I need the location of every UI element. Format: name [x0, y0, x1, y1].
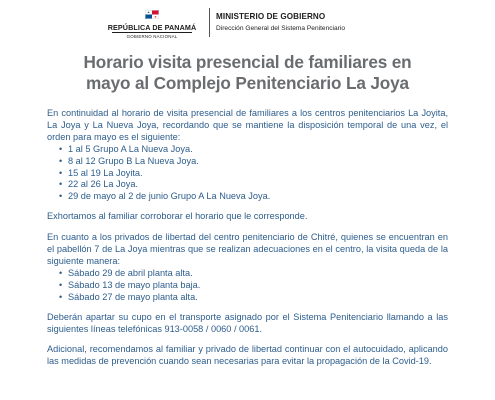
government-title: REPÚBLICA DE PANAMÁ — [107, 23, 197, 32]
contact-paragraph: Deberán apartar su cupo en el transporte asignado por el Sistema Penitenciario llamando a las siguientes líneas telefónicas 913-0058 / 0060 / 0061. — [47, 311, 448, 334]
department-name: Dirección General del Sistema Penitenciario — [216, 25, 346, 32]
government-subtitle: GOBIERNO NACIONAL — [126, 34, 178, 39]
schedule-item — [47, 168, 448, 180]
page-title — [26, 52, 469, 94]
header-divider — [209, 8, 210, 37]
schedule-item-text: 8 al 12 Grupo B La Nueva Joya. — [68, 155, 199, 166]
title-line-1: Horario visita presencial de familiares en — [83, 52, 412, 72]
schedule-item — [47, 144, 448, 156]
chitre-schedule-list — [47, 268, 448, 304]
panama-flag-icon — [145, 10, 159, 19]
bullet-icon: • — [59, 179, 63, 190]
bullet-icon: • — [59, 267, 63, 278]
exhortation-paragraph: Exhortamos al familiar corroborar el horario que le corresponde. — [47, 211, 308, 222]
bullet-icon: • — [59, 167, 63, 178]
chitre-intro-paragraph: En cuanto a los privados de libertad del centro penitenciario de Chitré, quienes se encuentran en el pabellón 7 de La Joya mientras que se realizan adecuaciones en el centro, la visita queda de la siguiente manera: — [47, 232, 448, 266]
announcement-body — [47, 108, 448, 368]
government-brand — [102, 10, 202, 40]
chitre-schedule-item — [47, 280, 448, 292]
ministry-name: MINISTERIO DE GOBIERNO — [216, 12, 326, 21]
schedule-item — [47, 156, 448, 168]
chitre-schedule-item-text: Sábado 13 de mayo planta baja. — [68, 279, 201, 290]
closing-paragraph: Adicional, recomendamos al familiar y privado de libertad continuar con el autocuidado, aplicando las medidas de prevención cuando sean necesarias para evitar la propagación de la Covid-19. — [47, 344, 448, 367]
schedule-item-text: 1 al 5 Grupo A La Nueva Joya. — [68, 143, 193, 154]
bullet-icon: • — [59, 279, 63, 290]
schedule-item-text: 29 de mayo al 2 de junio Grupo A La Nueva Joya. — [68, 191, 271, 202]
bullet-icon: • — [59, 155, 63, 166]
chitre-schedule-item-text: Sábado 27 de mayo planta alta. — [68, 291, 198, 302]
bullet-icon: • — [59, 143, 63, 154]
document-header — [0, 0, 495, 44]
schedule-item — [47, 191, 448, 203]
chitre-schedule-item-text: Sábado 29 de abril planta alta. — [68, 267, 193, 278]
bullet-icon: • — [59, 191, 63, 202]
government-title-rule — [112, 32, 192, 33]
schedule-item — [47, 179, 448, 191]
chitre-schedule-item — [47, 268, 448, 280]
title-line-2: mayo al Complejo Penitenciario La Joya — [86, 73, 409, 93]
intro-paragraph: En continuidad al horario de visita presencial de familiares a los centros penitenciarios La Joyita, La Joya y La Nueva Joya, recordando que se mantiene la disposición temporal de una vez, el orden para mayo es el siguiente: — [47, 108, 448, 142]
schedule-item-text: 15 al 19 La Joyita. — [68, 167, 143, 178]
chitre-schedule-item — [47, 292, 448, 304]
may-schedule-list — [47, 144, 448, 204]
schedule-item-text: 22 al 26 La Joya. — [68, 179, 138, 190]
bullet-icon: • — [59, 291, 63, 302]
